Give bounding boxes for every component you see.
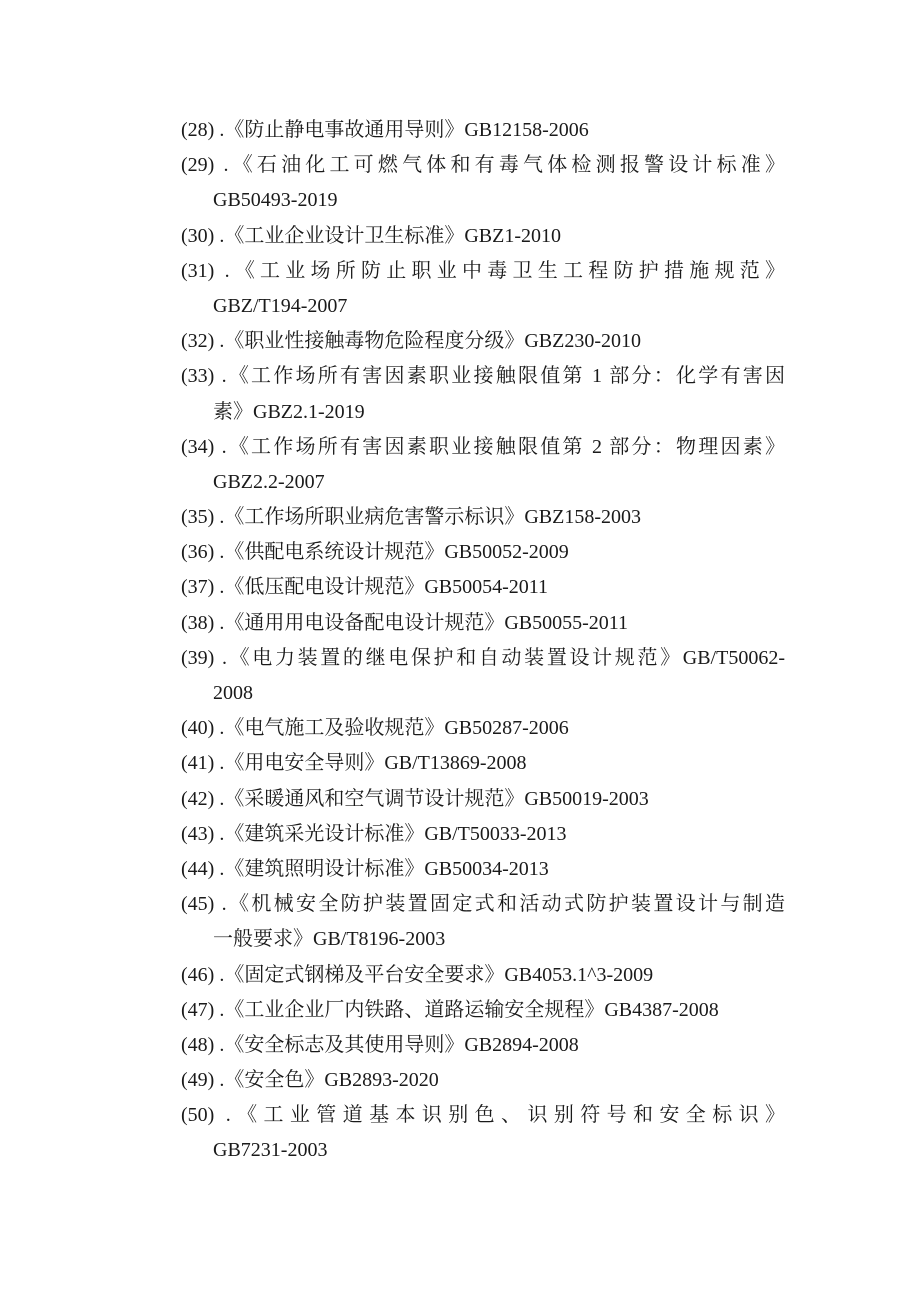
reference-entry: [181, 324, 785, 359]
reference-text: (28) .《防止静电事故通用导则》GB12158-2006: [181, 119, 589, 141]
reference-text: (29) .《石油化工可燃气体和有毒气体检测报警设计标准》: [181, 154, 785, 177]
reference-text: (40) .《电气施工及验收规范》GB50287-2006: [181, 717, 569, 740]
reference-text: (31) .《工业场所防止职业中毒卫生工程防护措施规范》: [181, 259, 785, 282]
reference-entry: [181, 641, 785, 711]
reference-entry: [181, 993, 785, 1028]
reference-text: (48) .《安全标志及其使用导则》GB2894-2008: [181, 1033, 579, 1056]
reference-entry: [181, 606, 785, 641]
reference-entry: [181, 782, 785, 817]
reference-entry: [181, 535, 785, 570]
reference-entry: [181, 219, 785, 254]
reference-entry: [181, 570, 785, 605]
reference-text: (33) .《工作场所有害因素职业接触限值第 1 部分：化学有害因: [181, 365, 785, 388]
reference-list: [181, 113, 785, 1169]
reference-text: (36) .《供配电系统设计规范》GB50052-2009: [181, 541, 569, 564]
reference-text-continuation: GB50493-2019: [213, 189, 338, 212]
reference-entry: [181, 711, 785, 746]
reference-entry: [181, 852, 785, 887]
reference-entry: [181, 746, 785, 781]
reference-entry: [181, 958, 785, 993]
reference-entry: [181, 1063, 785, 1098]
reference-text: (49) .《安全色》GB2893-2020: [181, 1069, 439, 1092]
reference-entry: [181, 887, 785, 957]
reference-text: (32) .《职业性接触毒物危险程度分级》GBZ230-2010: [181, 330, 641, 353]
reference-entry: [181, 1028, 785, 1063]
reference-entry: [181, 1098, 785, 1168]
reference-text: (44) .《建筑照明设计标准》GB50034-2013: [181, 857, 549, 880]
reference-entry: [181, 113, 785, 148]
reference-text: (38) .《通用用电设备配电设计规范》GB50055-2011: [181, 611, 629, 634]
reference-entry: [181, 430, 785, 500]
reference-text-continuation: 素》GBZ2.1-2019: [213, 400, 365, 423]
reference-entry: [181, 254, 785, 324]
reference-text: (47) .《工业企业厂内铁路、道路运输安全规程》GB4387-2008: [181, 998, 719, 1021]
reference-text-continuation: 2008: [213, 682, 253, 704]
reference-entry: [181, 148, 785, 218]
reference-text-continuation: 一般要求》GB/T8196-2003: [213, 928, 446, 951]
reference-text: (39) .《电力装置的继电保护和自动装置设计规范》GB/T50062-: [181, 646, 785, 669]
reference-text-continuation: GBZ2.2-2007: [213, 470, 325, 493]
reference-entry: [181, 359, 785, 429]
reference-text-continuation: GBZ/T194-2007: [213, 294, 348, 317]
reference-text: (42) .《采暖通风和空气调节设计规范》GB50019-2003: [181, 787, 649, 810]
reference-text: (45) .《机械安全防护装置固定式和活动式防护装置设计与制造: [181, 893, 785, 916]
reference-entry: [181, 817, 785, 852]
reference-text-continuation: GB7231-2003: [213, 1139, 328, 1162]
reference-text: (30) .《工业企业设计卫生标准》GBZ1-2010: [181, 224, 561, 247]
reference-text: (50) .《工业管道基本识别色、识别符号和安全标识》: [181, 1104, 785, 1127]
reference-text: (37) .《低压配电设计规范》GB50054-2011: [181, 576, 549, 599]
reference-text: (46) .《固定式钢梯及平台安全要求》GB4053.1^3-2009: [181, 963, 654, 986]
reference-text: (43) .《建筑采光设计标准》GB/T50033-2013: [181, 822, 567, 845]
reference-text: (34) .《工作场所有害因素职业接触限值第 2 部分：物理因素》: [181, 435, 785, 458]
reference-text: (41) .《用电安全导则》GB/T13869-2008: [181, 752, 527, 775]
reference-text: (35) .《工作场所职业病危害警示标识》GBZ158-2003: [181, 506, 641, 529]
reference-entry: [181, 500, 785, 535]
